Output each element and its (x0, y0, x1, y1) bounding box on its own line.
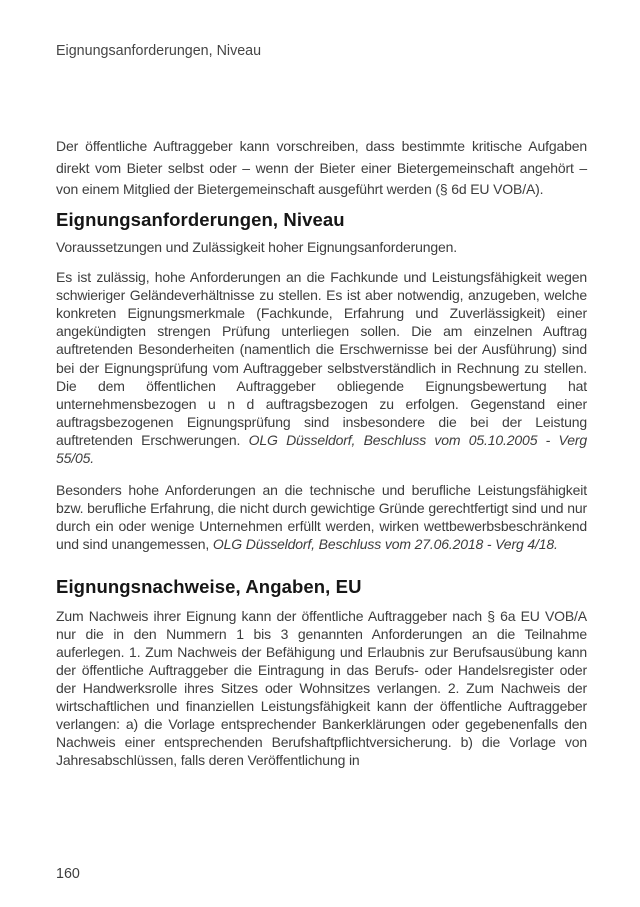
citation-olg-duesseldorf-2005: OLG Düsseldorf, Beschluss vom 05.10.2005 - Verg 55/05. (56, 431, 587, 467)
running-header: Eignungsanforderungen, Niveau (56, 43, 262, 59)
section-heading-niveau: Eignungsanforderungen, Niveau (56, 209, 345, 231)
paragraph-text: Es ist zulässig, hohe Anforderungen an die Fachkunde und Leistungsfähigkeit wegen schwieriger Geländeverhältnisse zu stellen. Es ist aber notwendig, anzugeben, welche konkreten Eignungsmerkmale (Fachkunde, Erfahrung und Zuverlässigkeit) einer angekündigten strengen Prüfung unterliegen sollen. Die am einzelnen Auftrag auftretenden Besonderheiten (namentlich die Erschwernisse bei der Ausführung) sind bei der Eignungsprüfung vom Auftraggeber selbstverständlich in Rechnung zu stellen. Die dem öffentlichen Auftraggeber obliegende Eignungsbewertung hat unternehmensbezogen u n d auftragsbezogen zu erfolgen. Gegenstand einer auftragsbezogenen Eignungsprüfung sind insbesondere die bei der Leistung auftretenden Erschwerungen. (56, 269, 587, 448)
paragraph-text: Besonders hohe Anforderungen an die technische und berufliche Leistungsfähigkeit bzw. berufliche Erfahrung, die nicht durch gewichtige Gründe gerechtfertigt sind und nur durch ein oder wenige Unternehmen erfüllt werden, wirken wettbewerbsbeschränkend und sind unangemessen, (56, 482, 587, 553)
section-heading-nachweise: Eignungsnachweise, Angaben, EU (56, 575, 362, 597)
citation-olg-duesseldorf-2018: OLG Düsseldorf, Beschluss vom 27.06.2018 - Verg 4/18. (212, 536, 558, 553)
intro-paragraph: Der öffentliche Auftraggeber kann vorschreiben, dass bestimmte kritische Aufgaben direkt vom Bieter selbst oder – wenn der Bieter einer Bietergemeinschaft angehört – von einem Mitglied der Bietergemeinschaft ausgeführt werden (§ 6d EU VOB/A). (56, 138, 587, 198)
paragraph-hohe-anforderungen (56, 481, 587, 553)
paragraph-eignungsnachweise: Zum Nachweis ihrer Eignung kann der öffentliche Auftraggeber nach § 6a EU VOB/A nur die in den Nummern 1 bis 3 genannten Anforderungen an die Teilnahme auferlegen. 1. Zum Nachweis der Befähigung und Erlaubnis zur Berufsausübung kann der öffentliche Auftraggeber die Eintragung in das Berufs- oder Handelsregister oder der Handwerksrolle ihres Sitzes oder Wohnsitzes verlangen. 2. Zum Nachweis der wirtschaftlichen und finanziellen Leistungsfähigkeit kann der öffentliche Auftraggeber verlangen: a) die Vorlage entsprechender Bankerklärungen oder gegebenenfalls den Nachweis einer entsprechenden Berufshaftpflichtversicherung. b) die Vorlage von Jahresabschlüssen, falls deren Veröffentlichung in (56, 607, 587, 769)
section-subtitle: Voraussetzungen und Zulässigkeit hoher Eignungsanforderungen. (56, 239, 458, 256)
page-number: 160 (56, 866, 80, 882)
paragraph-eignungspruefung (56, 268, 587, 467)
